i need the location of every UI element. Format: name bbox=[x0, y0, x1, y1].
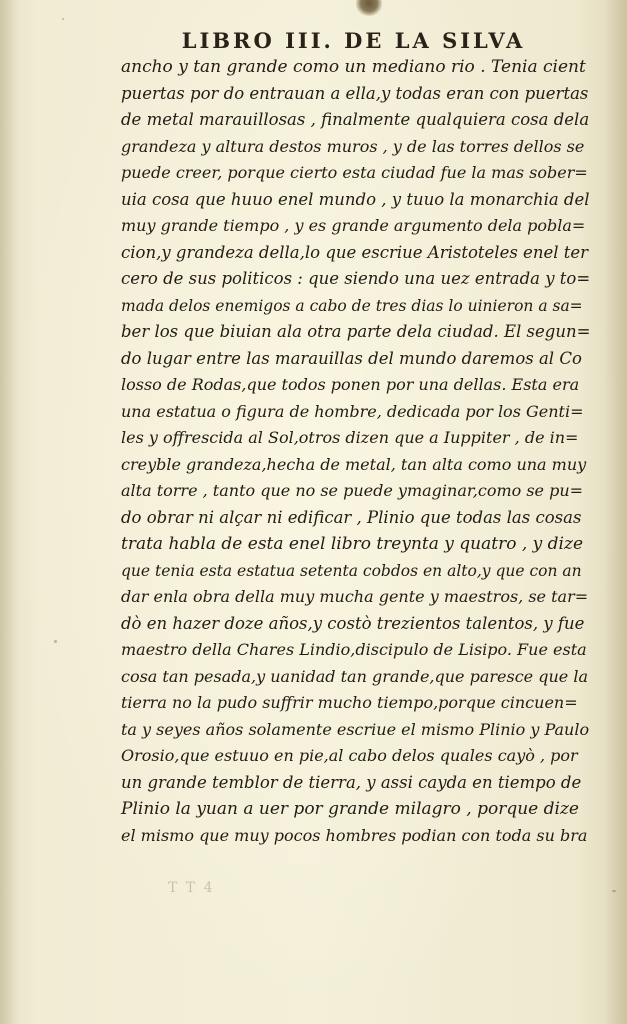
text-line: Plinio la yuan a uer por grande milagro , porque dize bbox=[121, 799, 579, 819]
page-edge-shadow bbox=[605, 0, 627, 1024]
text-line: dar enla obra della muy mucha gente y maestros, se tar= bbox=[121, 587, 589, 606]
text-line: ber los que biuian ala otra parte dela ciudad. El segun= bbox=[121, 322, 591, 341]
text-line: trata habla de esta enel libro treynta y quatro , y dize bbox=[121, 534, 584, 554]
text-line: Orosio,que estuuo en pie,al cabo delos quales cayò , por bbox=[121, 746, 578, 765]
text-line: dò en hazer doze años,y costò trezientos talentos, y fue bbox=[121, 613, 585, 633]
text-line: ancho y tan grande como un mediano rio . Tenia cient bbox=[121, 57, 586, 77]
text-line: puede creer, porque cierto esta ciudad fue la mas sober= bbox=[121, 163, 588, 182]
text-line: creyble grandeza,hecha de metal, tan alta como una muy bbox=[121, 454, 587, 474]
text-line: mada delos enemigos a cabo de tres dias lo uinieron a sa= bbox=[121, 296, 583, 315]
text-line: do lugar entre las marauillas del mundo daremos al Co bbox=[121, 348, 582, 368]
text-line: tierra no la pudo suffrir mucho tiempo,porque cincuen= bbox=[121, 693, 578, 712]
text-line: les y offrescida al Sol,otros dizen que a Iuppiter , de in= bbox=[121, 428, 579, 447]
text-line: un grande temblor de tierra, y assi cayda en tiempo de bbox=[121, 772, 582, 792]
running-header: LIBRO III. DE LA SILVA bbox=[181, 28, 526, 53]
text-line: que tenia esta estatua setenta cobdos en alto,y que con an bbox=[121, 561, 582, 580]
text-line: una estatua o figura de hombre, dedicada por los Genti= bbox=[121, 401, 584, 421]
text-line: puertas por do entrauan a ella,y todas eran con puertas bbox=[121, 83, 589, 103]
binding-shadow bbox=[0, 0, 18, 1024]
text-line: uia cosa que huuo enel mundo , y tuuo la monarchia del bbox=[121, 189, 590, 209]
text-line: do obrar ni alçar ni edificar , Plinio que todas las cosas bbox=[121, 507, 582, 527]
text-line: muy grande tiempo , y es grande argumento dela pobla= bbox=[121, 216, 586, 235]
text-line: cion,y grandeza della,lo que escriue Aristoteles enel ter bbox=[121, 242, 589, 262]
text-line: el mismo que muy pocos hombres podian con toda su bra bbox=[121, 825, 588, 845]
text-line: grandeza y altura destos muros , y de las torres dellos se bbox=[121, 136, 585, 156]
text-line: ta y seyes años solamente escriue el mismo Plinio y Paulo bbox=[121, 719, 590, 739]
paper-speck bbox=[54, 640, 57, 643]
text-line: cosa tan pesada,y uanidad tan grande,que paresce que la bbox=[121, 666, 588, 686]
signature-mark: T T 4 bbox=[168, 880, 215, 896]
text-line: de metal marauillosas , finalmente qualquiera cosa dela bbox=[121, 110, 590, 129]
text-line: losso de Rodas,que todos ponen por una dellas. Esta era bbox=[121, 375, 580, 394]
paper-speck bbox=[612, 890, 616, 892]
body-text bbox=[121, 54, 591, 849]
text-line: alta torre , tanto que no se puede ymaginar,como se pu= bbox=[121, 481, 584, 500]
text-line: cero de sus politicos : que siendo una uez entrada y to= bbox=[121, 269, 591, 288]
text-line: maestro della Chares Lindio,discipulo de Lisipo. Fue esta bbox=[121, 640, 587, 659]
paper-speck bbox=[62, 18, 64, 20]
ink-stain bbox=[356, 0, 382, 16]
